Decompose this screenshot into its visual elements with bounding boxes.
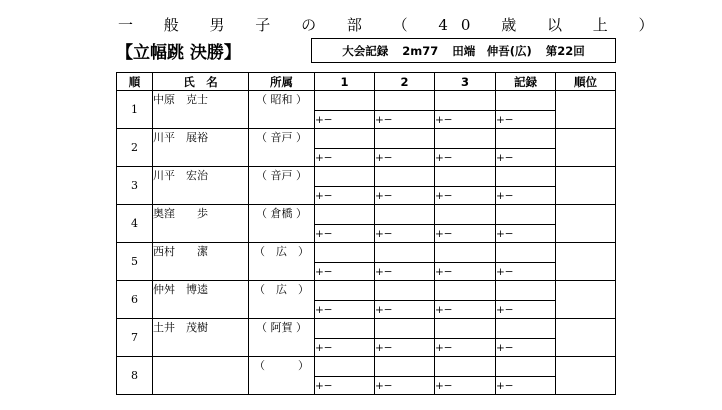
meet-record-box — [311, 38, 616, 63]
athlete-name: 川平 宏治 — [153, 167, 249, 205]
athlete-order: 7 — [117, 319, 153, 357]
trial-2-wind-cell: +− — [375, 225, 435, 243]
trial-1-wind-cell: +− — [315, 225, 375, 243]
record-wind-cell: +− — [496, 187, 556, 205]
trial-1-wind-cell: +− — [315, 111, 375, 129]
record-wind-cell: +− — [496, 377, 556, 395]
trial-3-cell — [435, 357, 496, 377]
trial-2-cell — [375, 357, 435, 377]
trial-3-cell — [435, 205, 496, 225]
trial-1-cell — [315, 243, 375, 263]
col-header-name: 氏 名 — [153, 73, 249, 91]
trial-3-wind-cell: +− — [435, 377, 496, 395]
athlete-name: 西村 潔 — [153, 243, 249, 281]
page-title: 一 般 男 子 の 部 （ 40 歳 以 上 ） — [118, 16, 667, 34]
record-cell — [496, 281, 556, 301]
col-header-affiliation: 所属 — [249, 73, 315, 91]
rank-cell — [556, 243, 616, 281]
athlete-order: 5 — [117, 243, 153, 281]
results-table — [116, 72, 616, 395]
trial-2-wind-cell: +− — [375, 377, 435, 395]
trial-2-wind-cell: +− — [375, 111, 435, 129]
rank-cell — [556, 91, 616, 129]
trial-2-cell — [375, 167, 435, 187]
col-header-rank: 順位 — [556, 73, 616, 91]
athlete-affiliation: （ ） — [249, 357, 315, 395]
record-cell — [496, 243, 556, 263]
trial-1-cell — [315, 91, 375, 111]
trial-1-cell — [315, 357, 375, 377]
record-cell — [496, 167, 556, 187]
trial-2-wind-cell: +− — [375, 301, 435, 319]
trial-2-cell — [375, 319, 435, 339]
event-title: 【立幅跳 決勝】 — [116, 43, 241, 63]
trial-3-cell — [435, 167, 496, 187]
trial-3-wind-cell: +− — [435, 339, 496, 357]
record-cell — [496, 319, 556, 339]
rank-cell — [556, 205, 616, 243]
athlete-name: 川平 展裕 — [153, 129, 249, 167]
record-holder: 田端 伸吾(広) — [452, 43, 532, 58]
trial-1-wind-cell: +− — [315, 301, 375, 319]
athlete-affiliation: （ 昭和 ） — [249, 91, 315, 129]
rank-cell — [556, 167, 616, 205]
trial-2-cell — [375, 243, 435, 263]
trial-1-wind-cell: +− — [315, 339, 375, 357]
trial-1-wind-cell: +− — [315, 263, 375, 281]
athlete-name: 奥窪 歩 — [153, 205, 249, 243]
rank-cell — [556, 357, 616, 395]
trial-3-wind-cell: +− — [435, 225, 496, 243]
athlete-order: 1 — [117, 91, 153, 129]
trial-1-cell — [315, 205, 375, 225]
athlete-name: 土井 茂樹 — [153, 319, 249, 357]
table-row — [117, 243, 616, 263]
trial-1-wind-cell: +− — [315, 187, 375, 205]
col-header-record: 記録 — [496, 73, 556, 91]
trial-3-wind-cell: +− — [435, 111, 496, 129]
col-header-trial-1: 1 — [315, 73, 375, 91]
trial-3-cell — [435, 129, 496, 149]
table-row — [117, 281, 616, 301]
trial-3-cell — [435, 91, 496, 111]
record-wind-cell: +− — [496, 339, 556, 357]
trial-1-cell — [315, 167, 375, 187]
table-row — [117, 167, 616, 187]
table-row — [117, 129, 616, 149]
table-row — [117, 205, 616, 225]
trial-2-cell — [375, 281, 435, 301]
trial-2-cell — [375, 129, 435, 149]
athlete-order: 2 — [117, 129, 153, 167]
athlete-name: 中原 克士 — [153, 91, 249, 129]
trial-2-cell — [375, 91, 435, 111]
record-wind-cell: +− — [496, 111, 556, 129]
trial-3-cell — [435, 319, 496, 339]
trial-2-wind-cell: +− — [375, 187, 435, 205]
trial-1-cell — [315, 129, 375, 149]
record-cell — [496, 357, 556, 377]
record-label: 大会記録 — [342, 43, 389, 58]
col-header-trial-3: 3 — [435, 73, 496, 91]
rank-cell — [556, 319, 616, 357]
trial-1-cell — [315, 281, 375, 301]
trial-1-wind-cell: +− — [315, 377, 375, 395]
trial-2-wind-cell: +− — [375, 263, 435, 281]
trial-1-cell — [315, 319, 375, 339]
trial-3-wind-cell: +− — [435, 263, 496, 281]
record-mark: 2m77 — [402, 43, 439, 58]
col-header-order: 順 — [117, 73, 153, 91]
col-header-trial-2: 2 — [375, 73, 435, 91]
record-wind-cell: +− — [496, 225, 556, 243]
table-row — [117, 357, 616, 377]
record-wind-cell: +− — [496, 149, 556, 167]
trial-3-wind-cell: +− — [435, 301, 496, 319]
record-edition: 第22回 — [545, 43, 585, 58]
trial-2-wind-cell: +− — [375, 339, 435, 357]
rank-cell — [556, 281, 616, 319]
trial-3-wind-cell: +− — [435, 187, 496, 205]
table-row — [117, 91, 616, 111]
athlete-affiliation: （ 倉橋 ） — [249, 205, 315, 243]
record-cell — [496, 205, 556, 225]
record-wind-cell: +− — [496, 301, 556, 319]
athlete-name: 仲舛 博逵 — [153, 281, 249, 319]
record-cell — [496, 129, 556, 149]
athlete-order: 3 — [117, 167, 153, 205]
trial-3-cell — [435, 281, 496, 301]
athlete-affiliation: （ 阿賀 ） — [249, 319, 315, 357]
rank-cell — [556, 129, 616, 167]
athlete-order: 6 — [117, 281, 153, 319]
athlete-order: 4 — [117, 205, 153, 243]
results-body — [117, 91, 616, 395]
record-cell — [496, 91, 556, 111]
athlete-name — [153, 357, 249, 395]
trial-3-wind-cell: +− — [435, 149, 496, 167]
trial-2-wind-cell: +− — [375, 149, 435, 167]
table-row — [117, 319, 616, 339]
athlete-order: 8 — [117, 357, 153, 395]
record-wind-cell: +− — [496, 263, 556, 281]
athlete-affiliation: （ 広 ） — [249, 243, 315, 281]
athlete-affiliation: （ 音戸 ） — [249, 129, 315, 167]
athlete-affiliation: （ 音戸 ） — [249, 167, 315, 205]
trial-1-wind-cell: +− — [315, 149, 375, 167]
athlete-affiliation: （ 広 ） — [249, 281, 315, 319]
trial-3-cell — [435, 243, 496, 263]
trial-2-cell — [375, 205, 435, 225]
